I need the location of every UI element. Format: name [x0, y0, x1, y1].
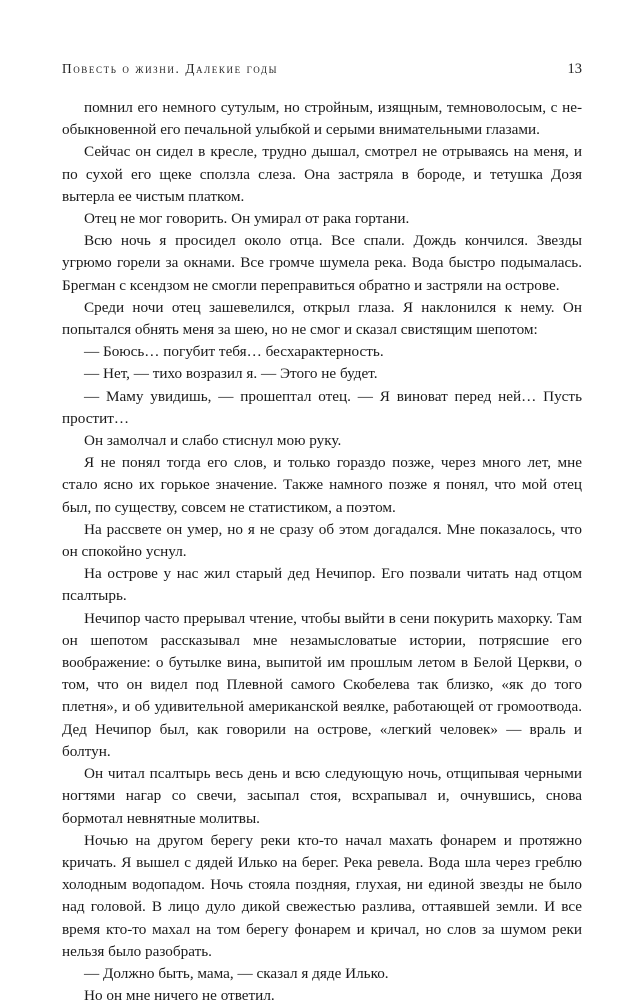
paragraph: Он замолчал и слабо стиснул мою руку. — [84, 432, 342, 450]
page-header — [62, 61, 582, 83]
paragraph: Нечипор часто прерывал чтение, чтобы выйти в сени покурить махорку. Там он шепотом рассказывал мне незамысловатые истории, потрясшие его воображение: о бутылке вина, выпитой им прошлым летом в Белой Церкви, о том, что он видел под Плевной самого Скобелева так близко, «як до того плетня», и об удивительной американской веялке, работающей от громоотвода. Дед Нечипор был, как говорили на острове, «легкий человек» — враль и болтун. — [62, 609, 582, 760]
paragraph: Среди ночи отец зашевелился, открыл глаза. Я наклонился к нему. Он попытался обнять меня за шею, но не смог и сказал свистящим шепотом: — [62, 298, 582, 339]
paragraph: Он читал псалтырь весь день и всю следующую ночь, отщипывая черными ногтями нагар со свечи, засыпал стоя, всхрапывал и, очнувшись, снова бормотал невнятные молитвы. — [62, 765, 582, 827]
paragraph: Сейчас он сидел в кресле, трудно дышал, смотрел не отрываясь на меня, и по сухой его щеке сползла слеза. Она застряла в бороде, и тетушка Дозя вытерла ее чистым платком. — [62, 143, 582, 205]
paragraph: Отец не мог говорить. Он умирал от рака гортани. — [84, 210, 410, 228]
paragraph: Но он мне ничего не ответил. — [84, 987, 275, 1005]
paragraph: Всю ночь я просидел около отца. Все спали. Дождь кончился. Звезды угрюмо горели за окнами. Все громче шумела река. Вода быстро подымалась. Брегман с ксендзом не смогли переправиться обратно и застряли на острове. — [62, 232, 582, 294]
dialogue-line: — Маму увидишь, — прошептал отец. — Я виноват перед ней… Пусть простит… — [62, 387, 582, 427]
paragraph: Я не понял тогда его слов, и только гораздо позже, через много лет, мне стало ясно их горькое значение. Также намного позже я понял, что мой отец был, по существу, совсем не статистиком, а поэтом. — [62, 454, 582, 516]
paragraph: помнил его немного сутулым, но стройным, изящным, темноволосым, с необыкновенной его печальной улыбкой и серыми внимательными глазами. — [62, 99, 582, 139]
running-title: Повесть о жизни. Далекие годы — [62, 61, 279, 76]
dialogue-line: — Должно быть, мама, — сказал я дяде Илько. — [84, 964, 389, 982]
dialogue-line: — Нет, — тихо возразил я. — Этого не будет. — [84, 365, 378, 383]
dialogue-line: — Боюсь… погубит тебя… бесхарактерность. — [84, 343, 384, 361]
paragraph: Ночью на другом берегу реки кто-то начал махать фонарем и протяжно кричать. Я вышел с дядей Илько на берег. Река ревела. Вода шла через греблю холодным водопадом. Ночь стояла поздняя, глухая, ни единой звезды не было над головой. В лицо дуло дикой свежестью разлива, оттаявшей земли. И все время кто-то махал на том берегу фонарем и кричал, но слов за шумом реки нельзя было разобрать. — [62, 831, 582, 960]
paragraph: На рассвете он умер, но я не сразу об этом догадался. Мне показалось, что он спокойно уснул. — [62, 520, 582, 561]
paragraph: На острове у нас жил старый дед Нечипор. Его позвали читать над отцом псалтырь. — [62, 565, 582, 605]
body-text — [62, 97, 582, 1007]
page-number: 13 — [567, 61, 582, 77]
